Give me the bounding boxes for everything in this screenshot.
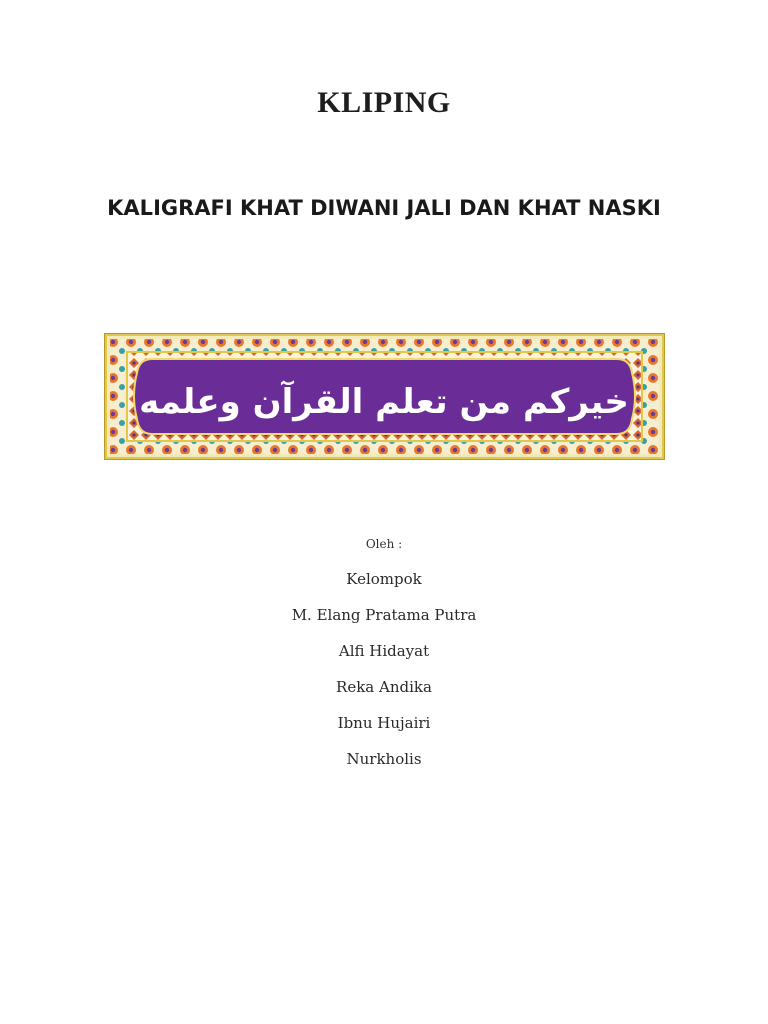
list-item: Alfi Hidayat <box>338 642 430 660</box>
calligraphy-text: خيركم من تعلم القرآن وعلمه <box>139 382 629 422</box>
list-item: Reka Andika <box>336 678 432 696</box>
calligraphy-banner <box>104 333 665 460</box>
member-list <box>0 567 768 783</box>
document-subtitle: KALIGRAFI KHAT DIWANI JALI DAN KHAT NASKI <box>107 196 661 220</box>
document-title: KLIPING <box>317 86 451 119</box>
byline-label: Oleh : <box>365 537 403 551</box>
list-item: Ibnu Hujairi <box>337 714 431 732</box>
list-item: Nurkholis <box>346 750 422 768</box>
list-item: Kelompok <box>346 570 422 588</box>
list-item: M. Elang Pratama Putra <box>291 606 477 624</box>
